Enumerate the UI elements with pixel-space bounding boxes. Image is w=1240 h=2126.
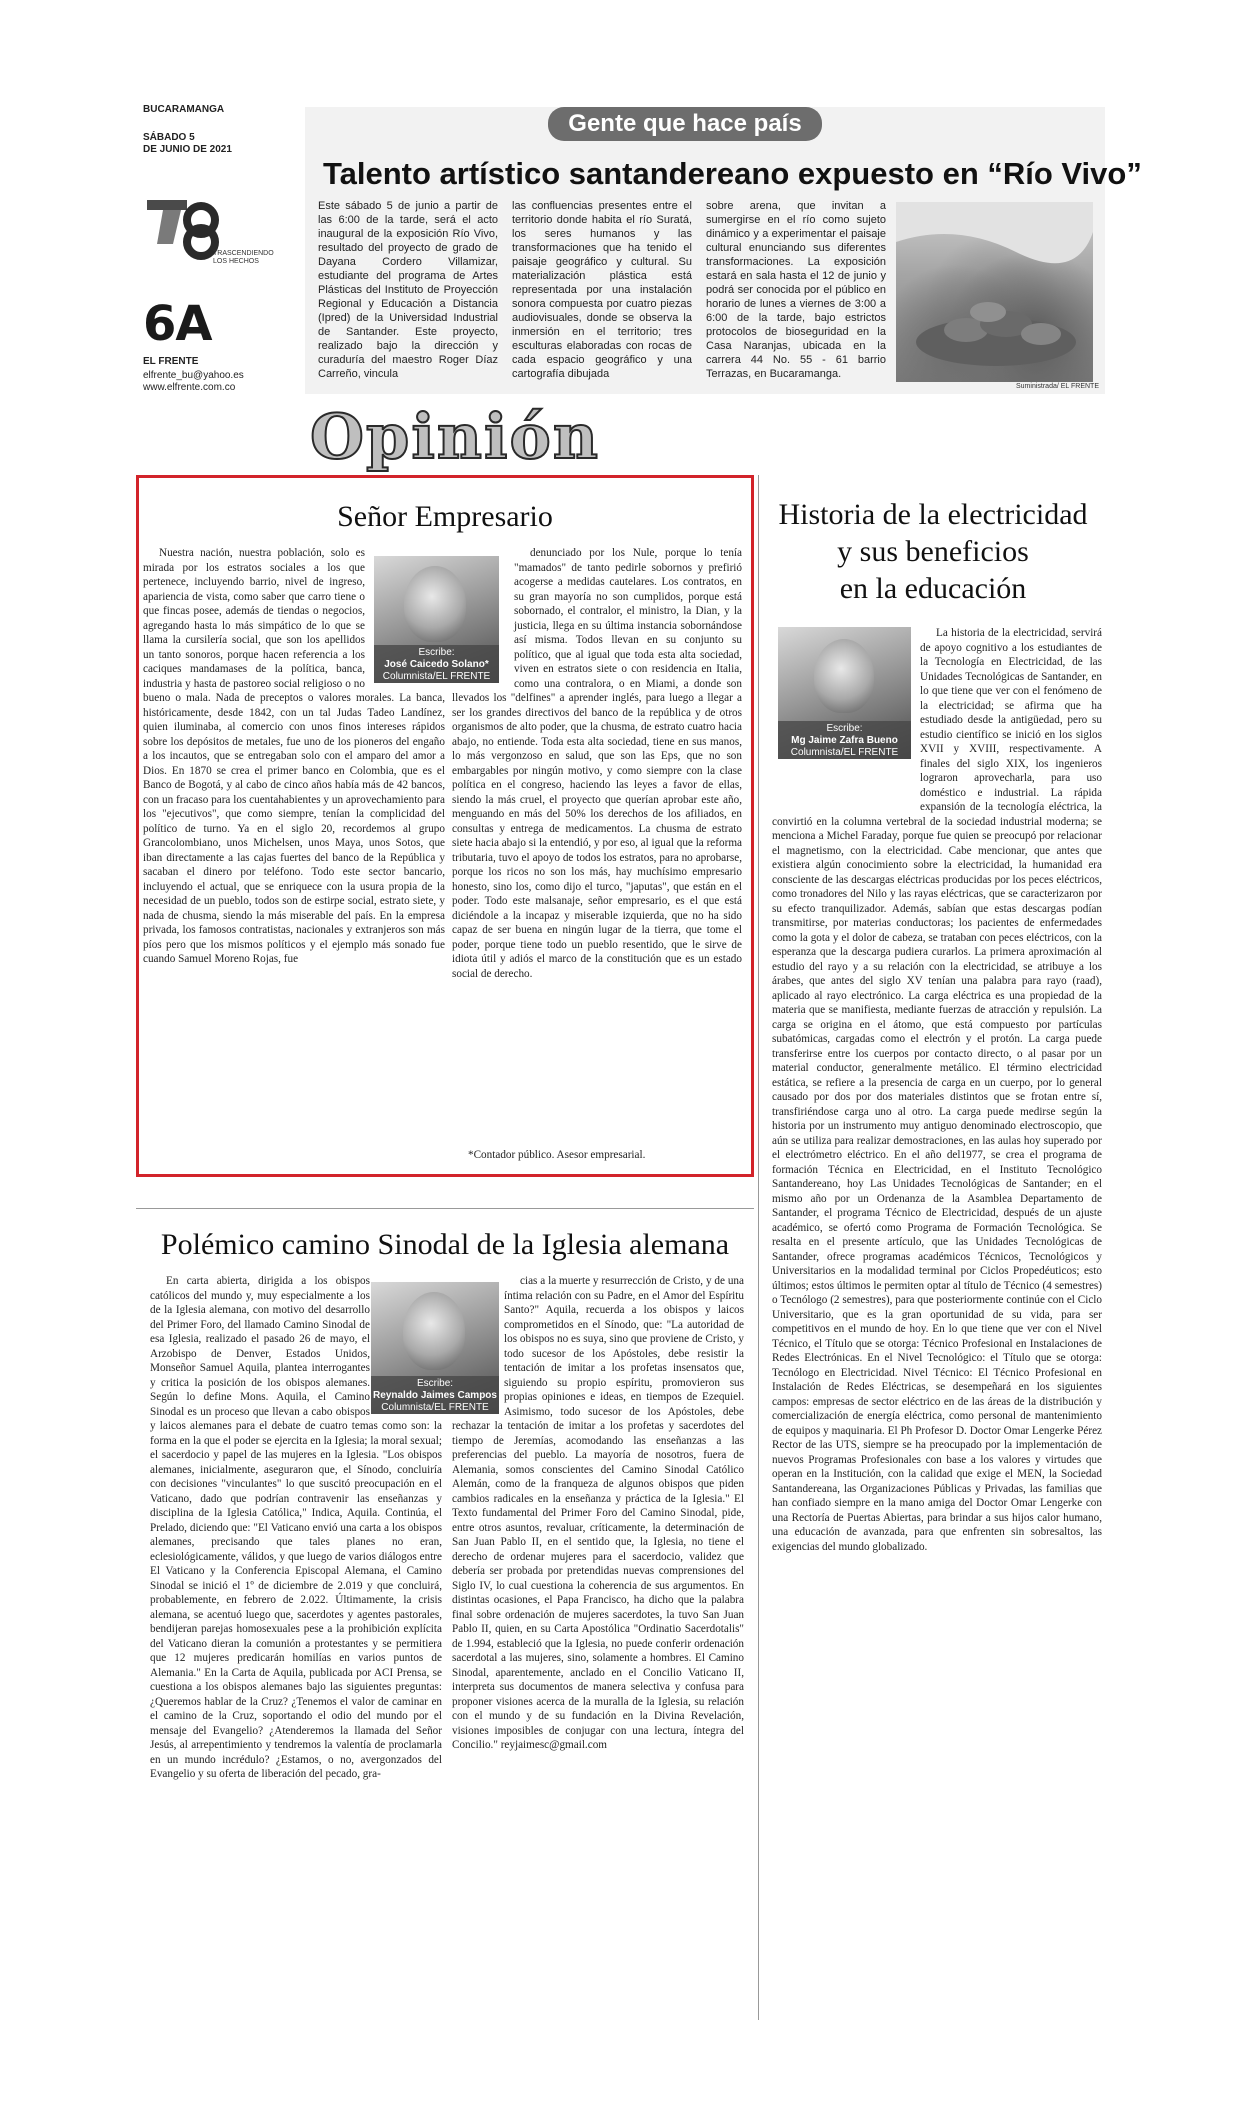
article3-col1-text: En carta abierta, dirigida a los obispos católicos del mundo y, muy especialmente a los de la Iglesia alemana, con motivo del desarrollo del Primer Foro, del llamado Camino Sinodal de esa Iglesia, realizado el pasado 26 de mayo, el Arzobispo de Denver, Estados Unidos, Monseñor Samuel Aquila, plantea interrogantes y critica la posición de los obispos alemanes. Según lo define Mons. Aquila, el Camino Sinodal es un proceso que llevan a cabo obispos y laicos alemanes para el debate de cuatro temas como son: la forma en la que el poder se ejercita en la Iglesia; la moral sexual; el sacerdocio y papel de las mujeres en la Iglesia. "Los obispos alemanes, inicialmente, aseguraron que, el Sínodo, concluiría con decisiones "vinculantes" lo que suscitó preocupación en el Vaticano, dado que podrían contravenir las enseñanzas y disciplina de la Iglesia Católica," Indica, Aquila. Continúa, el Prelado, diciendo que: "El Vaticano envió una carta a los obispos alemanes, precisando que tales planes no eran, eclesiológicamente, válidos, y que luego de varios diálogos entre El Vaticano y la Conferencia Episcopal Alemana, el Camino Sinodal se inició el 1º de diciembre de 2.019 y que concluirá, probablemente, en febrero de 2.022. Últimamente, la crisis alemana, se acentuó luego que, sacerdotes y agentes pastorales, bendijeran parejas homosexuales pese a la prohibición explícita del Vaticano dieran la comunión a protestantes y se permitiera que 12 mujeres predicarán homilías en varios puntos de Alemania." En la Carta de Aquila, publicada por ACI Prensa, se cuestiona a los obispos alemanes bajo las siguientes preguntas: ¿Queremos hablar de la Cruz? ¿Tenemos el valor de caminar en el camino de la Cruz, soportando el odio del mundo por el mensaje del Evangelio? ¿Atenderemos la llamada del Señor Jesús, al arrepentimiento y tendremos la valentía de proclamarla en un mundo incrédulo? ¿Estamos, o no, avergonzados del Evangelio y su oferta de liberación del pecado, gra- [150, 1275, 442, 1780]
photo-wrap-spacer [452, 546, 514, 686]
banner-photo [896, 202, 1093, 382]
article2-body [772, 626, 1102, 1988]
masthead-date-month: DE JUNIO DE 2021 [143, 144, 232, 155]
section-pill: Gente que hace país [548, 107, 822, 141]
byline-name: Mg Jaime Zafra Bueno [791, 735, 898, 746]
article3-col-1 [150, 1274, 442, 2020]
column-divider [758, 475, 759, 2020]
banner-col-1: Este sábado 5 de junio a partir de las 6:00 de la tarde, será el acto inaugural de la exposición Río Vivo, resultado del proyecto de grado de Dayana Cordero Villamizar, estudiante del programa de Artes Plásticas del Instituto de Proyección Regional y Educación a Distancia (Ipred) de la Universidad Industrial de Santander. Este proyecto, realizado bajo la dirección y curaduría del maestro Roger Díaz Carreño, vincula [318, 200, 498, 380]
photo-wrap-spacer [370, 1274, 442, 1419]
article1-col-1-top [143, 546, 445, 1166]
photo-wrap-spacer [365, 546, 445, 686]
banner-col-2: las confluencias presentes entre el territorio donde habita el río Suratá, los seres humanos y las transformaciones que ha tenido el paisaje geográfico y cultural. Su materialización plástica está representada por una instalación sonora compuesta por cuatro piezas audiovisuales, donde se observa la inmersión en el territorio; tres esculturas elaboradas con rocas de cada espacio geográfico y una cartografía dibujada [512, 200, 692, 380]
anniversary-tagline: TRASCENDIENDO LOS HECHOS [213, 250, 274, 265]
masthead-email[interactable]: elfrente_bu@yahoo.es [143, 370, 244, 381]
article1-title: Señor Empresario [337, 500, 553, 533]
byline-name: Reynaldo Jaimes Campos [373, 1390, 497, 1401]
section-divider [136, 1208, 754, 1209]
anniversary-logo [143, 198, 274, 265]
article3-col-2 [452, 1274, 744, 2020]
banner-photo-credit: Suministrada/ EL FRENTE [1016, 383, 1099, 390]
article2-title-line3: en la educación [839, 572, 1027, 605]
banner-col-3: sobre arena, que invitan a sumergirse en el río como sujeto dinámico y a experimentar el paisaje cultural enunciando sus diferentes transformaciones. La exposición estará en sala hasta el 12 de junio y podrá ser conocida por el público en horario de lunes a viernes de 3:00 a 6:00 de la tarde, bajo estrictos protocolos de bioseguridad en la Casa Naranjas, ubicada en la carrera 44 No. 55 - 61 barrio Terrazas, en Bucaramanga. [706, 200, 886, 380]
article1-col1-text: Nuestra nación, nuestra población, solo es mirada por los estratos sociales a los que pertenece, incluyendo barrio, nivel de ingreso, apariencia de vista, como saber que carro tiene o que fincas posee, además de tiendas o negocios, agregando hasta lo más simpático de lo que se llama la cursilería social, que son los apellidos un tanto sonoros, porque hacen referencia a los caciques mandamases de la política, banca, industria y hasta de pastoreo social religioso o no bueno o mala. Nada de preceptos o valores morales. La banca, históricamente, desde 1842, con un tal Judas Tadeo Landínez, quien iluminaba, al comercio con unos finos intereses rápidos sobre los depósitos de metales, fue uno de los pioneros del engaño a los incautos, que se entregaban solo con el amparo del amor a Dios. En 1870 se crea el primer banco en Colombia, que es el Banco de Bogotá, y al cabo de cinco años había más de 42 bancos, con un fracaso para los cuentahabientes y un aprovechamiento para los "ejecutivos", que como siempre, tenían la complicidad del político de turno. Ya en el siglo 20, recordemos al grupo Grancolombiano, unos Michelsen, unos Maya, unos Sotos, que iban directamente a las cajas fuertes del banco de la República y sacaban el dinero por teléfono. Todo este sector bancario, incluyendo el actual, que se enriquece con la usura propia de la necesidad de un pueblo, todos son de estirpe social, estrato siete, y nada de chusma, siendo la más miserable del país. En la empresa privada, los famosos contratistas, nacionales y extranjeros son más píos pero que los mismos políticos y el ejemplo más sonado fue cuando Samuel Moreno Rojas, fue [143, 547, 445, 965]
byline-role: Columnista/EL FRENTE [382, 671, 491, 682]
masthead-paper: EL FRENTE [143, 356, 199, 367]
byline-role: Columnista/EL FRENTE [790, 747, 899, 758]
article2-title-line2: y sus beneficios [837, 535, 1029, 568]
photo-wrap-spacer [772, 626, 920, 806]
article1-col2-text: denunciado por los Nule, porque lo tenía "mamados" de tanto pedirle sobornos y prefirió acogerse a medidas cautelares. Los contratos, en su gran mayoría no son cumplidos, porque está sobornado, el contralor, el ministro, la Dian, y la justicia, llega en su última instancia sobornándose así misma. Todos llevan en su conjunto su político, que al igual que toda esta alta sociedad, viven en estratos siete o con residencia en Italia, como una contralora, o en Miami, a donde son llevados los "delfines" a aprender inglés, para luego a llegar a ser los grandes directivos del banco de la república y de otros organismos de alto poder, que la chusma, de estrato cuatro hacia abajo, no entiende. Toda esta alta sociedad, tiene en sus manos, lo más vergonzoso en salud, que son las Eps, que no son embargables por ningún motivo, y como siempre con la clase política en el congreso, haciendo las leyes a favor de ellas, siendo la más cruel, el proyecto que querían aprobar este año, menguando en más del 50% los derechos de los afiliados, en consultas y entrega de medicamentos. La chusma de estrato siete hacia abajo si la entendió, y por eso, al igual que la reforma tributaria, tuvo el apoyo de todos los estratos, para no aprobarse, porque los ricos no son los más, hay muchísimo empresario honesto, sino los, como dijo el turco, "japutas", que están en el poder. Todo este malsanaje, señor empresario, es el que está diciéndole a la incapaz y miserable izquierda, que no ha sido capaz de ser buena en ningún lugar de la tierra, que tome el poder, porque tiene todo un pueblo resentido, que le sirve de idiota útil y adiós el marco de la constitución que es un estado social de derecho. [452, 547, 742, 980]
masthead-date-day: SÁBADO 5 [143, 132, 195, 143]
masthead-website[interactable]: www.elfrente.com.co [143, 382, 236, 393]
photo-wrap-spacer [452, 1274, 504, 1419]
byline-label: Escribe: [826, 723, 863, 734]
byline-label: Escribe: [418, 647, 455, 658]
article2-title-line1: Historia de la electricidad [778, 498, 1088, 531]
page-number: 6A [143, 296, 212, 352]
masthead-city: BUCARAMANGA [143, 104, 225, 115]
banner-headline: Talento artístico santandereano expuesto en “Río Vivo” [323, 156, 1142, 191]
article1-col-2 [452, 546, 742, 1146]
article2-body-text: La historia de la electricidad, servirá de apoyo cognitivo a los estudiantes de la Tecnología en Electricidad, de las Unidades Tecnológicas de Santander, en lo que tiene que ver con el fenómeno de la electricidad; se afirma que ha estudiado desde la antigüedad, pero su estudio científico se inició en los siglos XVII y XVIII, respectivamente. A finales del siglo XIX, los ingenieros lograron aprovecharla, para uso doméstico e industrial. La rápida expansión de la tecnología eléctrica, la convirtió en la columna vertebral de la sociedad industrial moderna; se menciona a Michel Faraday, porque fue quien se preocupó por relacionar el magnetismo, con la electricidad. Cabe mencionar, que antes que existiera algún conocimiento sobre la electricidad, la humanidad era consciente de las descargas eléctricas producidas por los peces eléctricos, como tronadores del Nilo y las rayas eléctricas, que se caracterizaron por su efecto tranquilizador. Además, sabían que estas descargas podían transmitirse, por materias conductoras; los pacientes de enfermedades como la gota y el dolor de cabeza, se trataban con peces eléctricos, con la esperanza que la descarga pudiera curarlos. La primera aproximación al estudio del rayo y a su relación con la electricidad, se atribuye a los árabes, que antes del siglo XV tenían una palabra para rayo (raad), aplicado al rayo electrónico. La carga eléctrica es una propiedad de la materia que se manifiesta, mediante fuerzas de atracción y repulsión. La carga se origina en el átomo, que está compuesto por partículas subatómicas, cargadas como el electrón y el protón. La carga puede transferirse entre los cuerpos por contacto directo, o al pasar por un material conductor, generalmente metálico. El término electricidad estática, se refiere a la presencia de carga en un cuerpo, por lo general causado por dos por dos materiales distintos que se frotan entre sí, transfiriéndose carga uno al otro. La carga puede medirse según la historia por un instrumento muy antiguo denominado electroscopio, que aún se utiliza para realizar demostraciones, en las aulas hoy superado por el electrómetro eléctrico. En el año del1977, se crea el programa de formación Técnica en Electricidad, en el Instituto Tecnológico Santandereano, hoy Las Unidades Tecnológicas de Santander; en el mismo año por un Ordenanza de la Asamblea Departamento de Santander, el programa Técnico de Electricidad, después de un ajuste académico, se ofertó como Programa de Formación Tecnológica. Se resalta en el presente artículo, que las Unidades Tecnológicas de Santander, ofrece programas académicos Técnicos, Tecnológicos y Universitarios en la modalidad terminal por Ciclos Propedéuticos; esto últimos; estos últimos le permiten optar al título de Técnico (4 semestres) o Tecnólogo (2 semestres), para que posteriormente continúe con el Ciclo Universitario, que es la gran oportunidad de su vida, para ser competitivos en el mundo de hoy. En lo que tiene que ver con el Nivel Técnico, el Título que se otorga: Técnico Profesional en Instalaciones de Redes Electrónicas. En el Nivel Tecnológico: el Título que se otorga: Tecnólogo en Electricidad. Nivel Técnico: El Técnico Profesional en Instalación de Redes Eléctricas, se desempeñará en los siguientes campos: empresas de sector eléctrico en de las áreas de la distribución y comercialización de energía eléctrica, como personal de mantenimiento de equipos y maquinaria. El Ph Profesor D. Doctor Omar Lengerke Pérez Rector de las UTS, siempre se ha preocupado por la implementación de nuevos Programas Profesionales con base a los valores y virtudes que operan en la Institución, con la calidad que exige el MEN, la Sociedad Santandereana, las Organizaciones Públicas y Privadas, las familias que han confiado siempre en la mano amiga del Doctor Omar Lengerke con una Rectoría de Puertas Abiertas, para brindar a sus hijos calor humano, una educación de avanzada, para que enfrenten sin sobresaltos, las exigencias del mundo globalizado. [772, 627, 1102, 1553]
article3-col2-text: cias a la muerte y resurrección de Cristo, y de una íntima relación con su Padre, en el Amor del Espíritu Santo?" Aquila, recuerda a los obispos y laicos comprometidos en el Sínodo, que: "La autoridad de los obispos no es suya, sino que proviene de Cristo, y todo sucesor de los Apóstoles, debe resistir la tentación de imitar a los profetas insensatos que, siguiendo su propio espíritu, promovieron sus propias opiniones e ideas, en tiempos de Ezequiel. Asimismo, todo sucesor de los Apóstoles, debe rechazar la tentación de imitar a los profetas y sacerdotes del tiempo de Jeremías, acomodando las enseñanzas a las preferencias del pueblo. La mayoría de nosotros, fuera de Alemania, somos conscientes del Camino Sinodal Católico Alemán, como de la franqueza de algunos obispos que piden cambios radicales en la enseñanza y práctica de la Iglesia." El Texto fundamental del Primer Foro del Camino Sinodal, pide, entre otros asuntos, revaluar, críticamente, la determinación de San Juan Pablo II, en el sentido que, la Iglesia, no tiene el derecho de ordenar mujeres para el sacerdocio, validez que debería ser probada por pretendidas nuevas comprensiones del Siglo IV, lo cual cuestiona la coherencia de sus argumentos. En distintas ocasiones, el Papa Francisco, ha dicho que la palabra final sobre ordenación de mujeres sacerdotes, la tuvo San Juan Pablo II, quien, en su Carta Apostólica "Ordinatio Sacerdotalis" de 1.994, estableció que la Iglesia, no puede conferir ordenación sacerdotal a las mujeres, sino, solamente a hombres. El Camino Sinodal, aparentemente, anclado en el Concilio Vaticano II, interpreta sus documentos de manera selectiva y confusa para proponer visiones acerca de la muralla de la Iglesia, su relación con el mundo y de su fundación en la Divina Revelación, visiones imposibles de conjugar con una lectura, íntegra del Concilio." reyjaimesc@gmail.com [452, 1275, 744, 1751]
byline-name: José Caicedo Solano* [384, 659, 489, 670]
article1-footnote: *Contador público. Asesor empresarial. [468, 1149, 646, 1161]
byline-label: Escribe: [416, 1378, 454, 1389]
section-title-opinion: Opinión [310, 400, 600, 473]
article3-title: Polémico camino Sinodal de la Iglesia alemana [160, 1228, 730, 1261]
byline-role: Columnista/EL FRENTE [381, 1402, 489, 1413]
